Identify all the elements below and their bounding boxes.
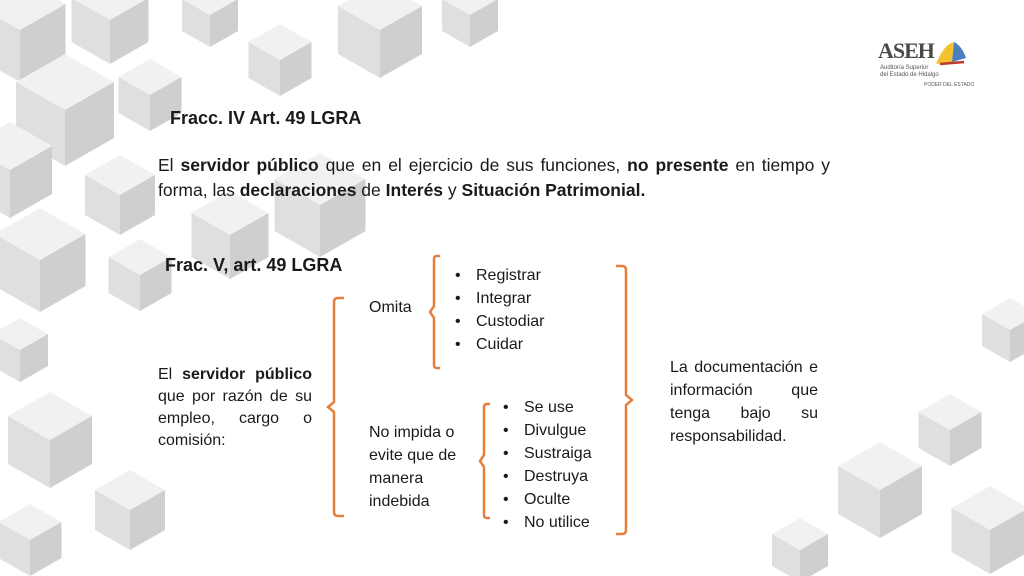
list-item: • Oculte [500, 488, 592, 511]
logo-book-icon [934, 38, 968, 66]
logo-line1: Auditoría Superior [880, 65, 929, 71]
no-impida-list [500, 396, 592, 534]
section2-heading: Frac. V, art. 49 LGRA [165, 255, 343, 275]
no-impida-bracket [476, 402, 492, 520]
omita-label: Omita [369, 299, 412, 316]
list-item: • Se use [500, 396, 592, 419]
conclusion-text: La documentación e información que tenga bajo su responsabilidad. [670, 359, 818, 445]
list-item: • No utilice [500, 511, 592, 534]
section1-heading: Fracc. IV Art. 49 LGRA [170, 108, 362, 128]
list-item: • Destruya [500, 465, 592, 488]
list-item: • Custodiar [452, 310, 544, 333]
aseh-logo [878, 38, 975, 90]
list-item: • Divulgue [500, 419, 592, 442]
logo-line2: del Estado de Hidalgo [880, 72, 939, 78]
right-bracket [614, 264, 636, 536]
section1-paragraph: El servidor público que en el ejercicio de sus funciones, no presente en tiempo y forma, las declaraciones de Interés y Situación Patrimonial. [158, 155, 830, 200]
list-item: • Sustraiga [500, 442, 592, 465]
no-impida-label: No impida o evite que de manera indebida [369, 424, 457, 510]
subject-text: El servidor público que por razón de su empleo, cargo o comisión: [158, 366, 313, 449]
logo-tagline: PODER DEL ESTADO [924, 82, 975, 88]
logo-acronym: ASEH [878, 38, 934, 63]
main-bracket [326, 296, 348, 518]
omita-bracket [426, 254, 442, 370]
list-item: • Integrar [452, 287, 544, 310]
list-item: • Registrar [452, 264, 544, 287]
list-item: • Cuidar [452, 333, 544, 356]
omita-list [452, 264, 544, 356]
